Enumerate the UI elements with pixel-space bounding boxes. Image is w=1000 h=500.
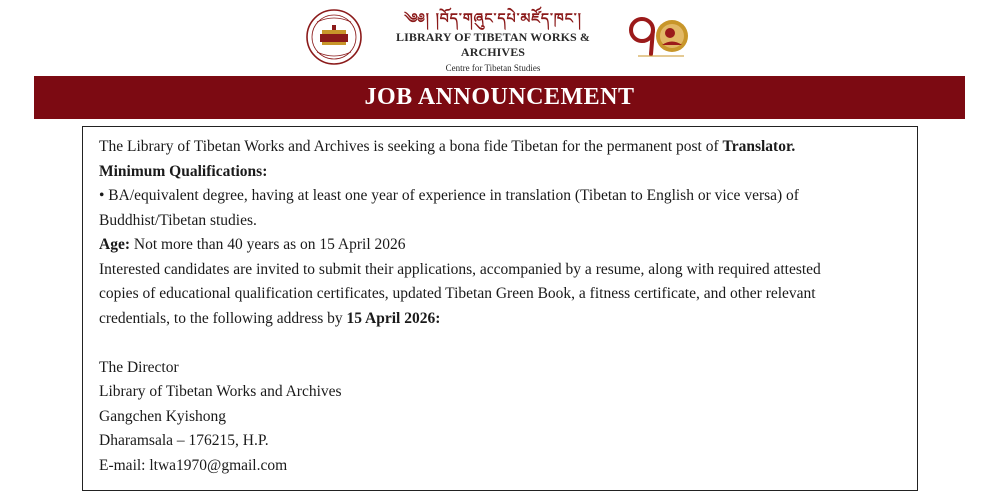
age-line [99, 233, 901, 258]
title-block [366, 10, 620, 73]
announcement-banner [34, 76, 965, 119]
ltwa-emblem-icon [305, 8, 363, 66]
age-label: Age: [99, 236, 130, 253]
tibetan-title: ༄༅། །བོད་གཞུང་དཔེ་མཛོད་ཁང་། [404, 11, 582, 27]
letterhead [0, 0, 1000, 72]
org-subtitle: Centre for Tibetan Studies [445, 63, 541, 73]
spacer [99, 331, 901, 356]
banner-title: JOB ANNOUNCEMENT [364, 84, 635, 110]
address-line-1: The Director [99, 358, 179, 376]
min-qual-heading: Minimum Qualifications: [99, 162, 268, 180]
intro-text: The Library of Tibetan Works and Archives is seeking a bona fide Tibetan for the permanent post of [99, 138, 723, 155]
email-line: E-mail: ltwa1970@gmail.com [99, 456, 288, 474]
deadline: 15 April 2026: [346, 309, 441, 327]
apply-line-2: copies of educational qualification certificates, updated Tibetan Green Book, a fitness certificate, and other relevant [99, 285, 816, 302]
intro-paragraph [99, 135, 901, 160]
address-line-4: Dharamsala – 176215, H.P. [99, 432, 269, 449]
address-line-3: Gangchen Kyishong [99, 407, 226, 425]
post-title: Translator. [722, 138, 796, 155]
address-line-2: Library of Tibetan Works and Archives [99, 383, 342, 400]
qualification-line-1: • BA/equivalent degree, having at least one year of experience in translation (Tibetan to English or vice versa) of [99, 187, 799, 204]
apply-line-3 [99, 307, 901, 332]
apply-text-3: credentials, to the following address by [99, 309, 347, 327]
org-name: LIBRARY OF TIBETAN WORKS & ARCHIVES [396, 30, 590, 59]
anniversary-emblem-icon [624, 12, 694, 62]
age-text: Not more than 40 years as on 15 April 2026 [130, 236, 406, 253]
qualification-line-2: Buddhist/Tibetan studies. [99, 211, 257, 229]
announcement-box [82, 126, 918, 491]
apply-line-1: Interested candidates are invited to submit their applications, accompanied by a resume, along with required attested [99, 260, 821, 278]
